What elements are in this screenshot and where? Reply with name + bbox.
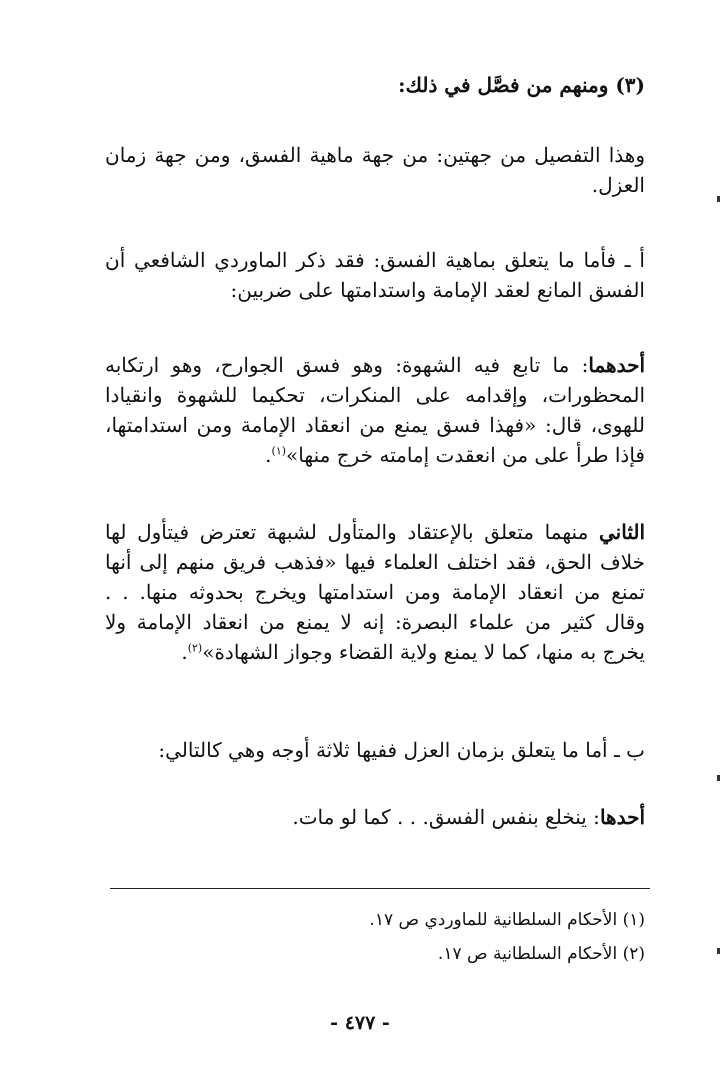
first-type-end: .: [265, 443, 272, 467]
second-type-end: .: [181, 640, 188, 664]
paragraph-first-type: [105, 350, 645, 470]
footnote-2: (٢) الأحكام السلطانية ص ١٧.: [437, 944, 645, 964]
paragraph-time-of-removal: ب ـ أما ما يتعلق بزمان العزل ففيها ثلاثة أوجه وهي كالتالي:: [158, 738, 645, 762]
page-number: - ٤٧٧ -: [330, 1012, 390, 1034]
first-view-lead: أحدها: [599, 805, 645, 829]
second-type-lead: الثاني: [598, 520, 645, 544]
footnote-ref-1: (١): [271, 444, 287, 458]
footnote-divider: [110, 888, 650, 889]
footnote-1: (١) الأحكام السلطانية للماوردي ص ١٧.: [369, 910, 645, 930]
paragraph-second-type: [105, 517, 645, 667]
first-type-text: : ما تابع فيه الشهوة: وهو فسق الجوارح، وهو ارتكابه المحظورات، وإقدامه على المنكرات، تحكيما للشهوة وانقيادا للهوى، قال: «فهذا فسق يمنع من انعقاد الإمامة ومن استدامتها، فإذا طرأ على من انعقدت إمامته خرج منها»: [105, 353, 645, 467]
paragraph-detail-intro: وهذا التفصيل من جهتين: من جهة ماهية الفسق، ومن جهة زمان العزل.: [105, 143, 645, 197]
first-type-lead: أحدهما: [588, 353, 645, 377]
section-heading: (٣) ومنهم من فصَّل في ذلك:: [398, 73, 645, 97]
footnote-ref-2: (٢): [187, 641, 203, 655]
first-view-text: : ينخلع بنفس الفسق. . . كما لو مات.: [292, 805, 600, 829]
second-type-text: منهما متعلق بالإعتقاد والمتأول لشبهة تعترض فيتأول لها خلاف الحق، فقد اختلف العلماء فيها «فذهب فريق منهم إلى أنها تمنع من انعقاد الإمامة ومن استدامتها ويخرج بحدوثه منها. . . وقال كثير من علماء البصرة: إنه لا يمنع من انعقاد الإمامة ولا يخرج به منها، كما لا يمنع ولاية القضاء وجواز الشهادة»: [105, 520, 645, 664]
paragraph-nature-of-fisq: أ ـ فأما ما يتعلق بماهية الفسق: فقد ذكر الماوردي الشافعي أن الفسق المانع لعقد الإمامة واستدامتها على ضربين:: [105, 248, 645, 302]
paragraph-first-view: [105, 802, 645, 832]
